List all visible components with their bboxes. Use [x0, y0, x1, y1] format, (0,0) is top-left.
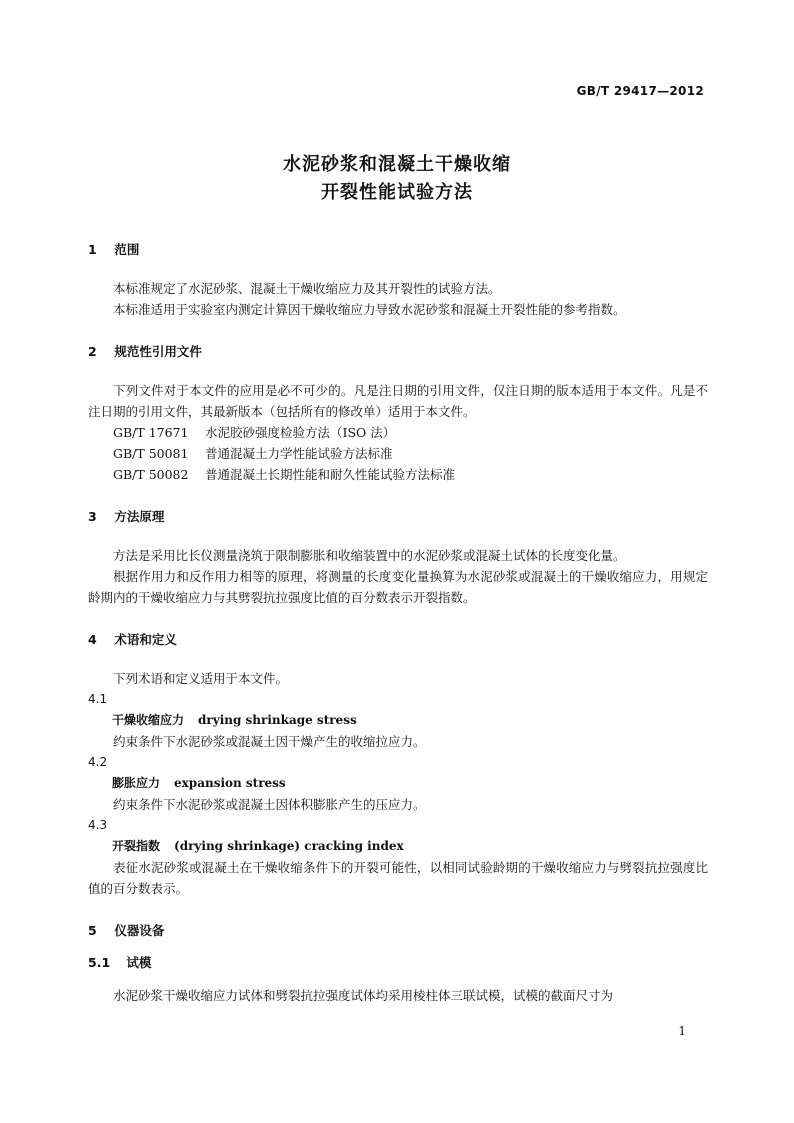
reference-title: 普通混凝土长期性能和耐久性能试验方法标准 [205, 467, 456, 482]
paragraph: 水泥砂浆干燥收缩应力试体和劈裂抗拉强度试体均采用棱柱体三联试模，试模的截面尺寸为 [113, 988, 614, 1003]
document-title-line-2: 开裂性能试验方法 [321, 182, 473, 203]
section-1-heading [88, 240, 708, 260]
paragraph: 根据作用力和反作用力相等的原理，将测量的长度变化量换算为水泥砂浆或混凝土的干燥收缩应力，用规定龄期内的干燥收缩应力与其劈裂抗拉强度比值的百分数表示开裂指数。 [88, 569, 708, 605]
page-number: 1 [678, 1024, 686, 1038]
section-title: 规范性引用文件 [114, 344, 202, 359]
term-definition: 约束条件下水泥砂浆或混凝土因体积膨胀产生的压应力。 [113, 797, 426, 812]
section-title: 范围 [114, 242, 140, 257]
section-4-heading [88, 630, 708, 650]
subsection-5-1-heading [88, 953, 708, 973]
term-entry [88, 836, 708, 857]
section-title: 术语和定义 [114, 632, 177, 647]
term-entry [88, 710, 708, 731]
reference-code: GB/T 17671 [113, 425, 189, 440]
paragraph: 方法是采用比长仪测量浇筑于限制膨胀和收缩装置中的水泥砂浆或混凝土试体的长度变化量。 [113, 548, 626, 563]
section-3-heading [88, 507, 708, 527]
section-number: 2 [88, 344, 97, 359]
reference-title: 水泥胶砂强度检验方法（ISO 法） [205, 425, 396, 440]
paragraph: 本标准规定了水泥砂浆、混凝土干燥收缩应力及其开裂性的试验方法。 [113, 281, 501, 296]
term-definition: 表征水泥砂浆或混凝土在干燥收缩条件下的开裂可能性，以相同试验龄期的干燥收缩应力与劈裂抗拉强度比值的百分数表示。 [88, 860, 708, 896]
clause-number: 4.2 [88, 755, 108, 769]
paragraph: 下列文件对于本文件的应用是必不可少的。凡是注日期的引用文件，仅注日期的版本适用于本文件。凡是不注日期的引用文件，其最新版本（包括所有的修改单）适用于本文件。 [88, 383, 708, 419]
term-en: (drying shrinkage) cracking index [174, 839, 404, 853]
term-zh: 干燥收缩应力 [112, 713, 185, 727]
subsection-title: 试模 [126, 955, 152, 970]
section-title: 仪器设备 [114, 923, 165, 938]
reference-code: GB/T 50082 [113, 467, 189, 482]
term-en: expansion stress [174, 776, 286, 790]
clause-number: 4.1 [88, 692, 108, 706]
document-title-line-1: 水泥砂浆和混凝土干燥收缩 [283, 154, 511, 175]
paragraph: 本标准适用于实验室内测定计算因干燥收缩应力导致水泥砂浆和混凝土开裂性能的参考指数。 [113, 302, 626, 317]
document-body [88, 240, 708, 1006]
standard-code: GB/T 29417—2012 [576, 84, 704, 98]
term-zh: 开裂指数 [112, 839, 161, 853]
reference-code: GB/T 50081 [113, 446, 189, 461]
section-number: 4 [88, 632, 97, 647]
section-5-heading [88, 921, 708, 941]
section-2-heading [88, 342, 708, 362]
reference-title: 普通混凝土力学性能试验方法标准 [205, 446, 393, 461]
paragraph: 下列术语和定义适用于本文件。 [113, 671, 289, 686]
reference-item [88, 464, 708, 485]
term-en: drying shrinkage stress [198, 713, 357, 727]
section-number: 3 [88, 509, 97, 524]
clause-number: 4.3 [88, 818, 108, 832]
term-definition: 约束条件下水泥砂浆或混凝土因干燥产生的收缩拉应力。 [113, 734, 426, 749]
term-zh: 膨胀应力 [112, 776, 161, 790]
section-number: 1 [88, 242, 97, 257]
reference-item [88, 443, 708, 464]
subsection-number: 5.1 [88, 955, 111, 970]
section-number: 5 [88, 923, 97, 938]
term-entry [88, 773, 708, 794]
section-title: 方法原理 [114, 509, 165, 524]
reference-item [88, 422, 708, 443]
